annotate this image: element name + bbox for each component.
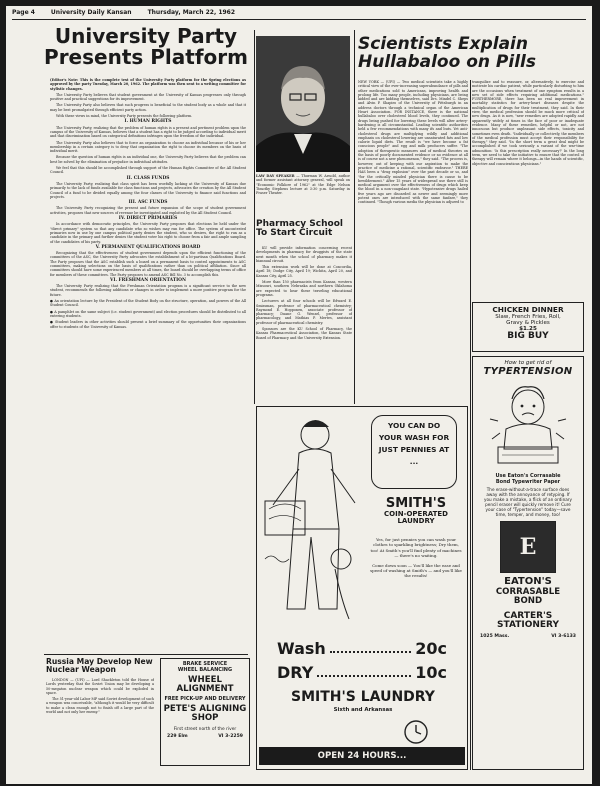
ad-address: 229 Elm	[167, 734, 188, 740]
paragraph: The University Party also believes that to force an organization to choose an individual because of his or her membership in a certain category is to deny that organization the right to choose its members on the basis of individual merit.	[50, 140, 246, 154]
pharmacy-headline-line-2: To Start Circuit	[256, 228, 333, 239]
paragraph: The University Party also believes that such progress is beneficial to the student body as a whole and that it may be best promulgated through efficient party action.	[50, 103, 246, 112]
paragraph: The University Party believes that student government at the University of Kansas progresses only through positive and practical suggestions for its improvement.	[50, 92, 246, 102]
ad-body: The erase-without-a-trace surface does away with the annoyance of retyping. If you make a mistake, a flick of an ordinary pencil eraser will quickly remove it! Cure your case of "Typertension" today—save time, temper, and money, too!	[483, 487, 573, 517]
column-rule	[254, 30, 255, 404]
pharmacy-article	[256, 246, 352, 402]
paper-name: University Daily Kansan	[50, 9, 132, 16]
russia-article	[46, 678, 154, 770]
eatons-bond-ad	[472, 356, 584, 770]
dry-label: DRY	[277, 663, 314, 682]
bullet-item: ● An orientation lecture by the President of the Student Body on the structure, operation, and powers of the All Student Council.	[50, 299, 246, 308]
ad-line: Use Eaton's Corrasable	[495, 473, 561, 479]
photo-caption	[256, 174, 350, 214]
ad-phone: VI 3-2259	[218, 734, 243, 740]
ad-line: COIN-OPERATED	[384, 509, 448, 518]
paragraph: The University Party recognizing the present and future expansion of the scope of student government activities, proposes that new sources of revenue be investigated and exploited by the All Student Council.	[50, 206, 246, 215]
paragraph: The University Party realizing that the Freshman Orientation program is a significant service to the new student, recommends the following additions or changes in order to implement a more positive program for the future.	[50, 284, 246, 297]
smiths-brand	[367, 497, 465, 526]
bullet-item: ● Student leaders in other activities should present a brief summary of the opportunities their organizations offer to students of the University of Kansas.	[50, 320, 246, 329]
paragraph: In accordance with democratic principles, the University Party proposes that elections be held under the "direct primary" system so that any candidate who so wishes may run for office. The system of uncontested primaries now in use by one campus political party denies the student, who so desires, the right to run as a candidate in the primary and further denies the student voter his right to choose from a fair and ample sampling of the candidates of his party.	[50, 222, 246, 244]
ad-line: WHEEL BALANCING	[177, 667, 233, 673]
scientists-headline-line-1: Scientists Explain	[358, 34, 528, 54]
caption-lead: LAW DAY SPEAKER	[256, 174, 295, 178]
ad-store: CARTER'S	[503, 610, 553, 621]
typist-illustration	[476, 379, 580, 471]
wash-price: 20c	[415, 639, 447, 658]
ad-line: How to get rid of	[504, 360, 552, 366]
paragraph: Lecturers at all four schools will be Edward E. Smissman, professor of pharmaceutical chemistry; Raymond E. Hopponen, associate professor of pharmacy; Duane G. Wenzel, professor of pharmacology, and Mathias P. Mertes, assistant professor of pharmaceutical chemistry.	[256, 299, 352, 325]
ad-line: FREE PICK-UP AND DELIVERY	[164, 696, 246, 703]
smiths-laundry-ad	[256, 406, 468, 770]
paragraph: The 51-year-old Labor MP said Soviet development of such a weapon was conceivable, "although it would be very difficult to make a clean enough not to finish off a large part of the world and not only her enemy."	[46, 697, 154, 715]
wash-price-row	[277, 639, 447, 658]
party-headline	[40, 26, 252, 68]
ad-brand: SMITH'S	[385, 496, 447, 511]
ad-address: 1025 Mass.	[480, 634, 510, 640]
leader-dots	[330, 639, 411, 653]
paragraph: The University Party, realizing that the problem of human rights is a present and pertinent problem upon the campus of the University of Kansas, believes that a student has a right to be judged according to individual merit and that discrimination based on categorical definitions infringes upon the freedom of the individual.	[50, 125, 246, 139]
ad-contact	[476, 634, 580, 639]
paragraph: Come down soon — You'll like the ease and speed of washing at Smith's — and you'll like the results!	[370, 562, 462, 579]
ad-store: STATIONERY	[497, 619, 559, 630]
column-rule	[354, 30, 355, 404]
ad-price: $1.25	[519, 326, 537, 332]
bullet-text: Student leaders in other activities should present a brief summary of the opportunities their organizations offer to students of the University of Kansas.	[50, 320, 246, 329]
ad-line: LAUNDRY	[397, 517, 435, 526]
scientists-headline-line-2: Hullabaloo on Pills	[358, 51, 536, 72]
section-heading: V. PERMANENT QUALIFICATIONS BOARD	[95, 244, 201, 250]
page-header	[12, 9, 586, 20]
russia-headline: Russia May Develop New Nuclear Weapon	[46, 657, 153, 674]
section-heading: IV. DIRECT PRIMARIES	[118, 216, 178, 222]
pharmacy-headline-line-1: Pharmacy School	[256, 219, 343, 229]
section-heading: I. HUMAN RIGHTS	[124, 119, 172, 125]
ad-headline: WHEEL ALIGNMENT	[176, 675, 234, 694]
chicken-dinner-ad	[472, 302, 584, 352]
ad-line: BRAKE SERVICE	[182, 661, 228, 667]
party-headline-line-1: University Party	[54, 24, 238, 48]
paper-box-logo: E	[500, 521, 556, 573]
laundry-illustration	[259, 409, 363, 635]
dry-price: 10c	[415, 663, 447, 682]
ad-line: Bond Typewriter Paper	[495, 479, 561, 485]
petes-aligning-ad	[160, 658, 250, 766]
wash-label: Wash	[277, 639, 326, 658]
ad-headline: CHICKEN DINNER	[492, 305, 564, 314]
open-hours-banner: OPEN 24 HOURS...	[259, 747, 465, 765]
paragraph: Recognizing that the effectiveness of student government depends upon the efficient functioning of the committees of the ASC, the University Party advocates the establishment of a bi-partisan Qualifications Board. The Party proposes that the ASC establish such a board on a permanent basis to control appointments to ASC committees, making selections on the basis of qualifications rather than on political affiliation. Since all committees should have some experienced members at all times, the board should be overlapping terms of office for members of these committees. The Party proposes to amend ASC Bill No. 3 to accomplish this.	[50, 251, 246, 277]
paragraph: With these views in mind, the University Party presents the following platform.	[56, 114, 193, 119]
caption-text: — Thurman W. Arnold, author and former assistant attorney general, will speak on "Economic Folklore of 1962" at the Edge Nelson Timothy Stephens lecture at 3:30 p.m. Saturday in Fraser Theater.	[256, 174, 350, 196]
page-number: Page 4	[12, 9, 35, 16]
column-rule	[470, 80, 471, 770]
smiths-footer-name: SMITH'S LAUNDRY	[291, 689, 435, 705]
ad-line: Slaw, French Fries, Roll,	[495, 314, 561, 320]
scientists-headline	[358, 36, 586, 72]
issue-date: Thursday, March 22, 1962	[147, 9, 236, 16]
paragraph: Yes, for just pennies you can wash your clothes to sparkling brightness; Dry them, too! At Smith's you'll find plenty of machines — there's no waiting.	[370, 537, 462, 559]
leader-dots	[317, 663, 411, 677]
paragraph: Because the question of human rights is an individual one, the University Party believes that the problem can best be solved by the elimination of prejudice in individual attitudes.	[50, 155, 246, 164]
dry-price-row	[277, 663, 447, 682]
party-article	[50, 78, 246, 650]
paragraph: More than 150 pharmacists from Kansas, western Missouri, southern Nebraska and northern Oklahoma are expected to hear these traveling educational programs.	[256, 280, 352, 297]
paragraph: The University Party, realizing that class spirit has been woefully lacking at the University of Kansas due primarily to the lack of funds available for class functions and projects, advocates the creation by the All Student Council of a fund to be divided equally among the four classes of the University to finance said functions and projects.	[50, 181, 246, 199]
ad-line: Gravy & Pickles	[506, 320, 550, 326]
pharmacy-headline	[256, 220, 352, 239]
ad-brand: BOND	[513, 595, 543, 606]
bullet-text: An orientation lecture by the President of the Student Body on the structure, operation, and powers of the All Student Council.	[50, 299, 246, 308]
scientists-column-1: NEW YORK — (UPI) — Two medical scientists take a highly critical view of the ever-increasing superabundance of pills and other medications sold to Americans, improving health and prolong life. Too many people, including physicians, are being kidded and are kidding themselves, said Drs. Mindel C. Sheps and Alvin P. Shapiro of the University of Pittsburgh in an address doctors through a technical organ of the American Heart Association. FOR INSTANCE, there is the national hullabaloo over cholesterol blood levels, they continued. The drugs being pushed for lowering these levels will alter artery-hardening is all circumstantial. Leading scientific authorities held a few recommendations with many ifs and buts. Yet anti-cholesterol drugs are multiplying wildly and additional emphasis on cholesterol lowering are unsaturated fats and low calorie liquid diets. The result is "we have become a fat conscious people" and egg and milk producers suffer. "The adoption of therapeutic measures and of medical theories on the basis of poorly documented evidence or no evidence at all is of course not a new phenomenon," they said. "The process is, however, out of keeping with our aspiration to make the practice of medicine a rational, scientific endeavor." THERE HAS been a "drug explosion" over the past decade or so, and "for the critically minded physician there is cause to be bewilderment." After 15 years of widespread use there still is medical argument over the effectiveness of drugs which keep the blood in a non-coagulant state. "Hypotensive drugs hailed five years ago are discarded as newer and seemingly more potent ones are introduced with the same fanfare," they continued. "Though various media the physician is adjured to	[358, 80, 468, 205]
paragraph: This extension work will be done at Concordia, April 18; Dodge City, April 19; Wichita, April 20, and Kansas City, April 25.	[256, 265, 352, 278]
clock-icon	[403, 719, 429, 745]
paragraph: Sponsors are the KU School of Pharmacy, the Kansas Pharmaceutical Association, the Kansas State Board of Pharmacy and the University Extension.	[256, 327, 352, 340]
smiths-copy	[369, 537, 463, 637]
party-headline-line-2: Presents Platform	[44, 45, 248, 69]
ad-brand: EATON'S	[504, 576, 552, 587]
ad-contact	[163, 734, 247, 739]
ad-line: First street north of the river	[173, 727, 237, 733]
smiths-location: Sixth and Arkansas	[333, 707, 393, 713]
scientists-column-2: tranquilize and to reassure, or, alternatively, to exercise and motivate his cardiac patient, while particularly disturbing to him are the occasions when treatment of one symptom results in a new set of side effects requiring additional medications." FURTHERMORE, there has been no real improvement in mortality statistics for artery-heart diseases despite the multiplication of drugs for their treatment, they said. In their view, the medical profession should be much more critical of new drugs. As it is now, "new remedies are adopted rapidly and apparently widely at times in the face of poor or inadequate evidence. Many of these remedies, helpful or not, are not innocuous but produce unpleasant side effects, toxicity and sometimes even death. "Individually or collectively, the members of the medical profession must accept their responsibility for therapy," they said. "In the short term a great deal might be accomplished if we took seriously a variant of the war-time admonition: 'Is this prescription really necessary?' In the long term, we need to take the initiative to ensure that the control of therapy will remain where it belongs—in the hands of scientific, objective and conscientious physicians."	[472, 80, 584, 166]
ad-phone: VI 3-6133	[551, 634, 576, 640]
speaker-photo	[256, 36, 350, 172]
ad-tag: BIG BUY	[507, 331, 549, 341]
ad-headline: PETE'S ALIGNING SHOP	[163, 704, 247, 724]
paragraph: LONDON — (UPI) — Lord Shackleton told the House of Lords yesterday that the Soviet Union may be developing a 50-megaton nuclear weapon which could be exploded in space.	[46, 678, 154, 695]
newspaper-page	[6, 6, 592, 784]
section-heading: VI. FRESHMAN ORIENTATION	[110, 277, 186, 283]
paragraph: KU will provide information concerning recent developments in pharmacy for druggists of the state next month when the school of pharmacy makes it biannual circuit.	[256, 246, 352, 263]
divider	[44, 654, 248, 655]
paragraph: We feel that this should be accomplished through support of the Human Rights Committee of the All Student Council.	[50, 166, 246, 175]
bullet-text: A pamphlet on the same subject (i.e. student government) and election procedures should be distributed to all entering students.	[50, 309, 246, 318]
ad-brand: CORRASABLE	[495, 586, 561, 597]
ad-script-title: TYPERTENSION	[483, 366, 573, 377]
speech-bubble: YOU CAN DO YOUR WASH FOR JUST PENNIES AT ...	[371, 415, 457, 489]
section-heading: II. CLASS FUNDS	[126, 175, 170, 181]
editors-note: (Editor's Note: This is the complete text of the University Party platform for the Spring elections as approved by the party Tuesday, March 20, 1962. The platform was then sent to a writing committee for stylistic changes.	[50, 78, 246, 91]
section-heading: III. ASC FUNDS	[128, 200, 168, 206]
bullet-item: ● A pamphlet on the same subject (i.e. student government) and election procedures should be distributed to all entering students.	[50, 309, 246, 318]
